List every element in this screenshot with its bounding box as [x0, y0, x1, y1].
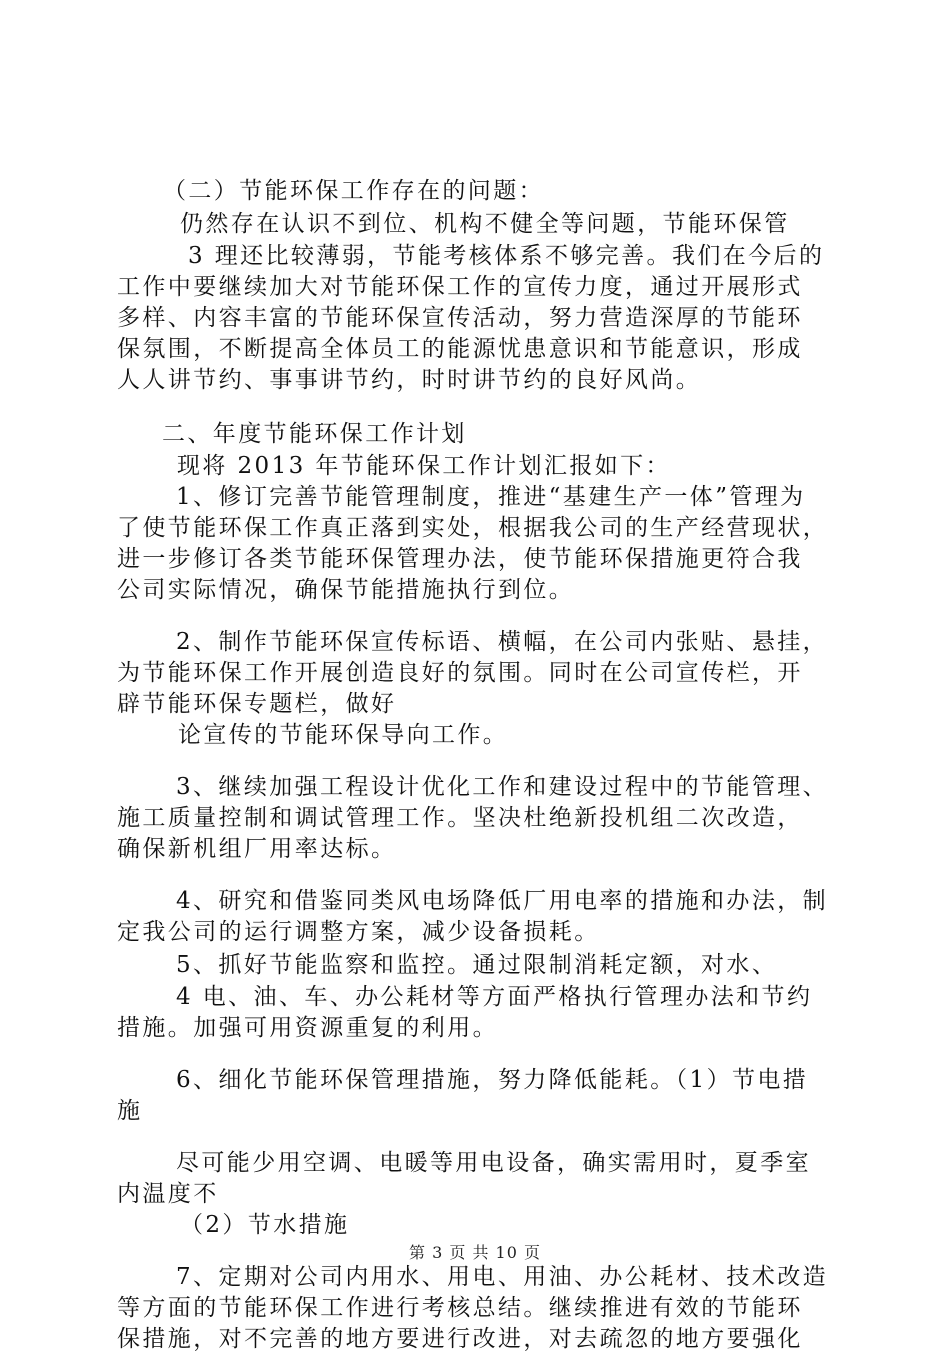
text-line: 6、细化节能环保管理措施，努力降低能耗。（1）节电措: [176, 1067, 809, 1093]
text-line: 施: [117, 1098, 143, 1124]
text-line: 4 电、油、车、办公耗材等方面严格执行管理办法和节约: [176, 984, 813, 1010]
text-line: 定我公司的运行调整方案，减少设备损耗。: [117, 919, 600, 945]
section-heading: 二、年度节能环保工作计划: [162, 421, 467, 447]
text-line: 保措施，对不完善的地方要进行改进，对去疏忽的地方要强化: [117, 1326, 803, 1352]
text-line: 3 理还比较薄弱，节能考核体系不够完善。我们在今后的: [188, 243, 825, 269]
text-line: （2）节水措施: [180, 1212, 350, 1238]
text-line: 工作中要继续加大对节能环保工作的宣传力度，通过开展形式: [117, 274, 803, 300]
text-line: 3、继续加强工程设计优化工作和建设过程中的节能管理、: [176, 774, 829, 800]
text-line: 措施。加强可用资源重复的利用。: [117, 1015, 498, 1041]
text-line: 5、抓好节能监察和监控。通过限制消耗定额，对水、: [176, 952, 778, 978]
page-number-footer: 第 3 页 共 10 页: [409, 1243, 541, 1262]
text-line: 保氛围，不断提高全体员工的能源忧患意识和节能意识，形成: [117, 336, 803, 362]
text-line: 仍然存在认识不到位、机构不健全等问题，节能环保管: [180, 211, 790, 237]
text-line: 论宣传的节能环保导向工作。: [178, 722, 509, 748]
text-line: （二）节能环保工作存在的问题：: [163, 178, 544, 204]
text-line: 确保新机组厂用率达标。: [117, 836, 397, 862]
text-line: 多样、内容丰富的节能环保宣传活动，努力营造深厚的节能环: [117, 305, 803, 331]
text-line: 2、制作节能环保宣传标语、横幅，在公司内张贴、悬挂，: [176, 629, 829, 655]
text-line: 辟节能环保专题栏，做好: [117, 691, 397, 717]
text-line: 了使节能环保工作真正落到实处，根据我公司的生产经营现状，: [117, 515, 829, 541]
text-line: 尽可能少用空调、电暖等用电设备，确实需用时，夏季室: [176, 1150, 811, 1176]
text-line: 公司实际情况，确保节能措施执行到位。: [117, 577, 575, 603]
text-line: 人人讲节约、事事讲节约，时时讲节约的良好风尚。: [117, 367, 702, 393]
text-line: 等方面的节能环保工作进行考核总结。继续推进有效的节能环: [117, 1295, 803, 1321]
text-line: 1、修订完善节能管理制度，推进“基建生产一体”管理为: [176, 484, 806, 510]
text-line: 内温度不: [117, 1181, 219, 1207]
text-line: 为节能环保工作开展创造良好的氛围。同时在公司宣传栏，开: [117, 660, 803, 686]
text-line: 现将 2013 年节能环保工作计划汇报如下：: [177, 453, 671, 479]
text-line: 进一步修订各类节能环保管理办法，使节能环保措施更符合我: [117, 546, 803, 572]
text-line: 施工质量控制和调试管理工作。坚决杜绝新投机组二次改造，: [117, 805, 803, 831]
text-line: 7、定期对公司内用水、用电、用油、办公耗材、技术改造: [176, 1264, 829, 1290]
text-line: 4、研究和借鉴同类风电场降低厂用电率的措施和办法，制: [176, 888, 829, 914]
